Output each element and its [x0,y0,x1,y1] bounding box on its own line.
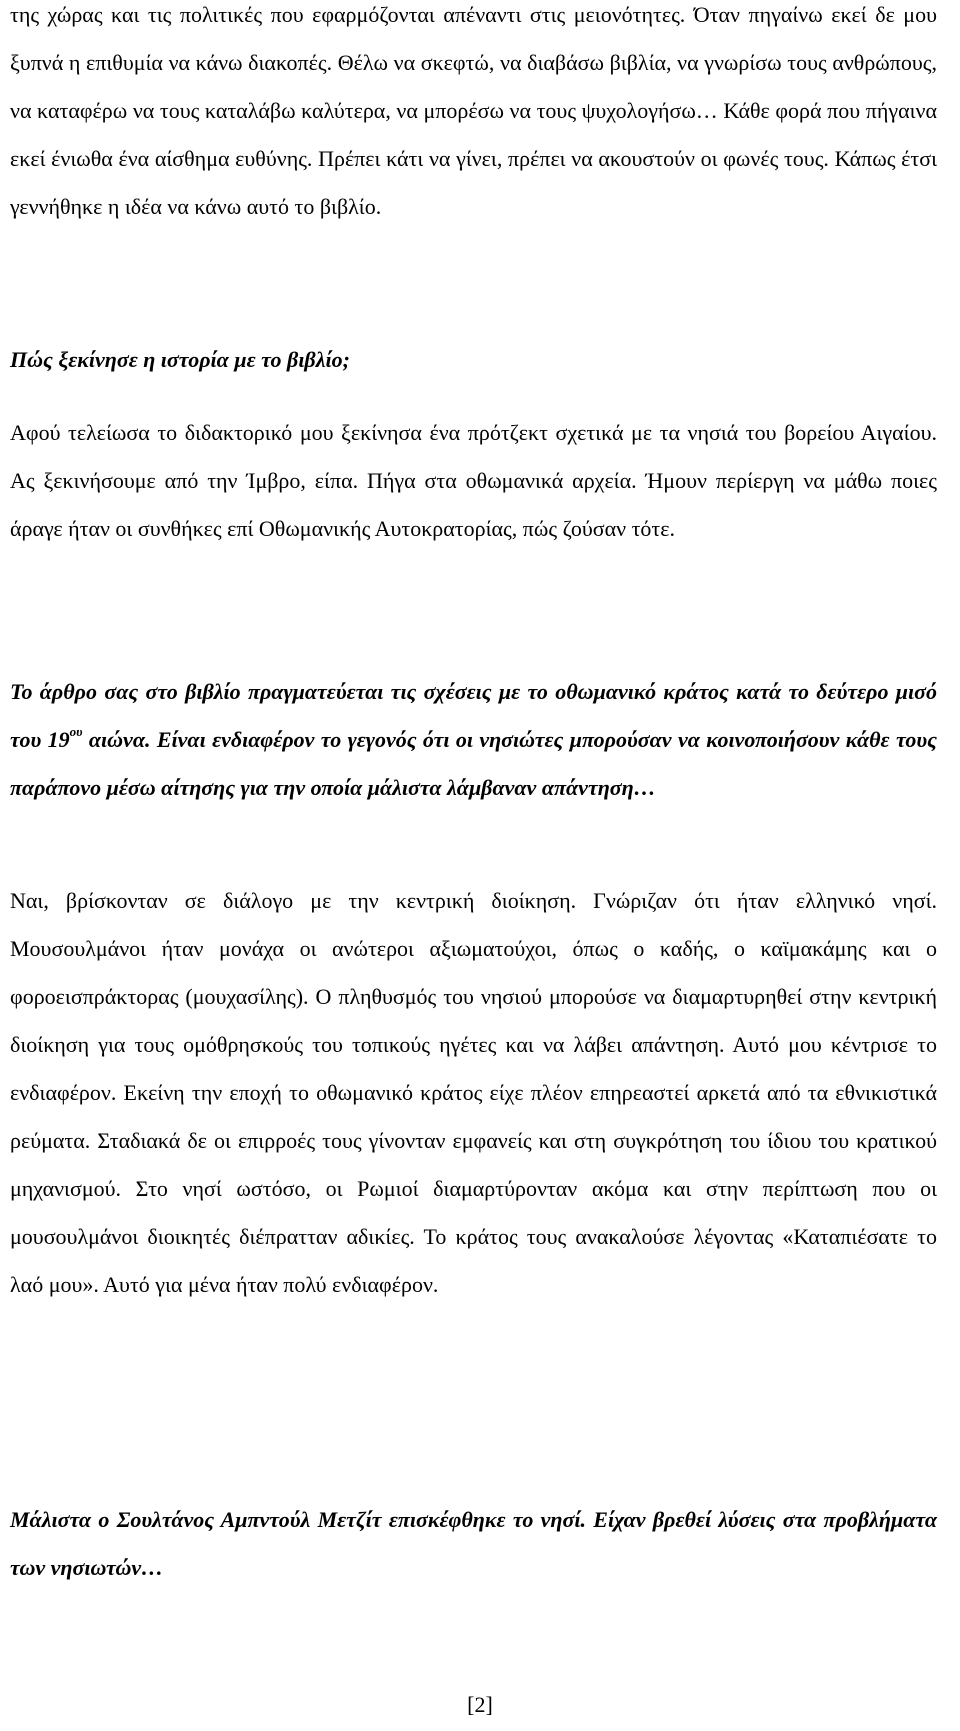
ordinal-superscript: ου [69,723,83,739]
interview-question-2 [10,668,937,812]
interview-question-1: Πώς ξεκίνησε η ιστορία με το βιβλίο; [10,347,350,372]
interview-answer-1: Αφού τελείωσα το διδακτορικό μου ξεκίνησα ένα πρότζεκτ σχετικά με τα νησιά του βορείου Αιγαίου. Ας ξεκινήσουμε από την Ίμβρο, είπα. Πήγα στα οθωμανικά αρχεία. Ήμουν περίεργη να μάθω ποιες άραγε ήταν οι συνθήκες επί Οθωμανικής Αυτοκρατορίας, πώς ζούσαν τότε. [10,420,937,541]
question-2-text-start: Το άρθρο σας στο βιβλίο πραγματεύεται τις σχέσεις με το οθωμανικό κράτος κατά το δεύτερο μισό του 19 [10,679,937,752]
interview-answer-2: Ναι, βρίσκονταν σε διάλογο με την κεντρική διοίκηση. Γνώριζαν ότι ήταν ελληνικό νησί. Μουσουλμάνοι ήταν μονάχα οι ανώτεροι αξιωματούχοι, όπως ο καδής, ο καϊμακάμης και ο φοροεισπράκτορας (μουχασίλης). Ο πληθυσμός του νησιού μπορούσε να διαμαρτυρηθεί στην κεντρική διοίκηση για τους ομόθρησκούς του τοπικούς ηγέτες και να λάβει απάντηση. Αυτό μου κέντρισε το ενδιαφέρον. Εκείνη την εποχή το οθωμανικό κράτος είχε πλέον επηρεαστεί αρκετά από τα εθνικιστικά ρεύματα. Σταδιακά δε οι επιρροές τους γίνονταν εμφανείς και στη συγκρότηση του ίδιου του κρατικού μηχανισμού. Στο νησί ωστόσο, οι Ρωμιοί διαμαρτύρονταν ακόμα και στην περίπτωση που οι μουσουλμάνοι διοικητές διέπρατταν αδικίες. Το κράτος τους ανακαλούσε λέγοντας «Καταπιέσατε το λαό μου». Αυτό για μένα ήταν πολύ ενδιαφέρον. [10,888,937,1297]
question-2-text-end: αιώνα. Είναι ενδιαφέρον το γεγονός ότι οι νησιώτες μπορούσαν να κοινοποιήσουν κάθε τους παράπονο μέσω αίτησης για την οποία μάλιστα λάμβαναν απάντηση… [10,727,937,800]
page-number: [2] [467,1692,493,1717]
intro-paragraph: της χώρας και τις πολιτικές που εφαρμόζονται απέναντι στις μειονότητες. Όταν πηγαίνω εκεί δε μου ξυπνά η επιθυμία να κάνω διακοπές. Θέλω να σκεφτώ, να διαβάσω βιβλία, να γνωρίσω τους ανθρώπους, να καταφέρω να τους καταλάβω καλύτερα, να μπορέσω να τους ψυχολογήσω… Κάθε φορά που πήγαινα εκεί ένιωθα ένα αίσθημα ευθύνης. Πρέπει κάτι να γίνει, πρέπει να ακουστούν οι φωνές τους. Κάπως έτσι γεννήθηκε η ιδέα να κάνω αυτό το βιβλίο. [10,2,937,219]
interview-question-3: Μάλιστα ο Σουλτάνος Αμπντούλ Μετζίτ επισκέφθηκε το νησί. Είχαν βρεθεί λύσεις στα προβλήματα των νησιωτών… [10,1507,937,1580]
